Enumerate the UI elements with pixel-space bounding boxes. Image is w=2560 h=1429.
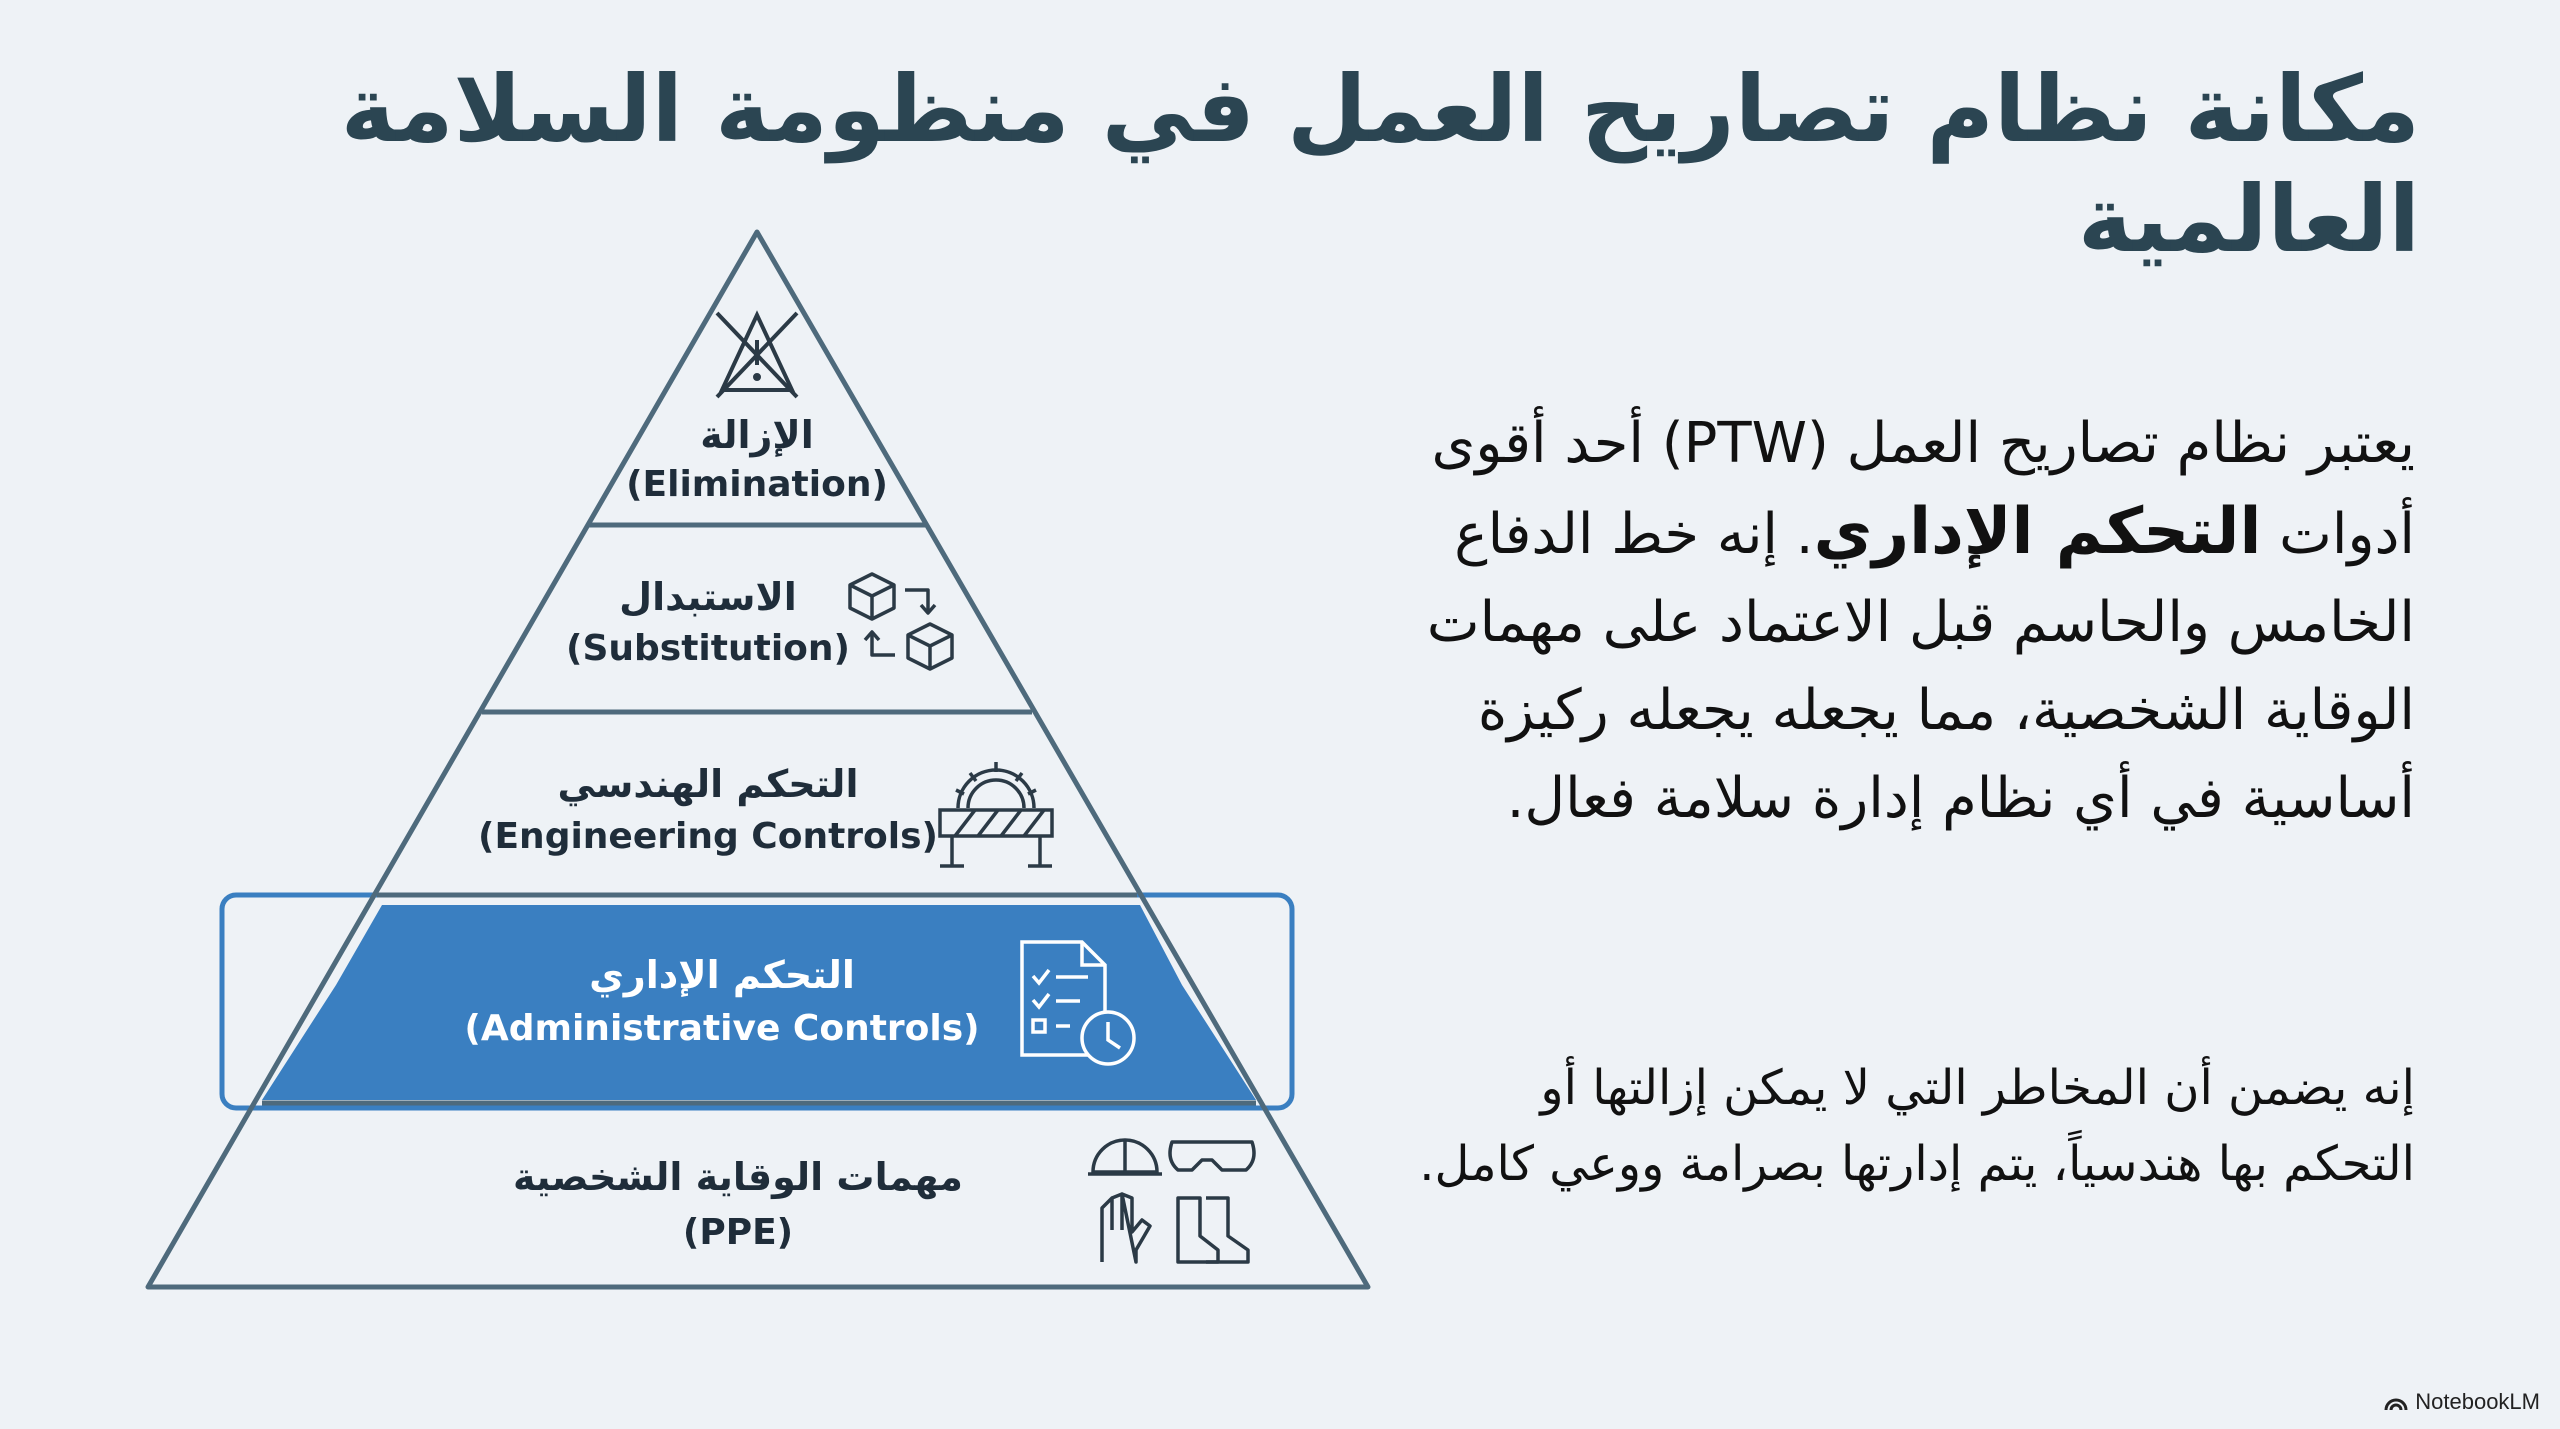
administrative-control-emphasis: التحكم الإداري (1813, 495, 2262, 569)
barrier-gear-icon (940, 762, 1052, 866)
secondary-paragraph: إنه يضمن أن المخاطر التي لا يمكن إزالتها أو التحكم بها هندسياً، يتم إدارتها بصرامة ووعي كامل. (1419, 1060, 2415, 1192)
administrative-band-fill (262, 905, 1256, 1100)
intro-text-part1: يعتبر نظام تصاريح العمل (PTW) أحد أقوى أدوات (1431, 411, 2415, 567)
ppe-gear-icon (1088, 1140, 1254, 1262)
level-label-ar: التحكم الهندسي (557, 762, 859, 806)
level-ppe (513, 1140, 1254, 1262)
page-title: مكانة نظام تصاريح العمل في منظومة السلامة العالمية (340, 56, 2420, 274)
level-label-en: (Engineering Controls) (478, 816, 938, 857)
level-label-en: (Substitution) (566, 628, 850, 669)
level-label-en: (Elimination) (626, 464, 888, 505)
no-hazard-icon (717, 313, 797, 397)
watermark-text: NotebookLM (2415, 1389, 2540, 1414)
level-elimination (626, 313, 888, 505)
swap-boxes-icon (850, 574, 952, 669)
level-label-ar: مهمات الوقاية الشخصية (513, 1155, 963, 1199)
notebooklm-logo-icon (2383, 1392, 2409, 1412)
watermark (2383, 1389, 2540, 1415)
level-label-ar: الإزالة (700, 413, 814, 457)
level-engineering-controls (478, 762, 1052, 866)
intro-text-part2: . إنه خط الدفاع الخامس والحاسم قبل الاعتماد على مهمات الوقاية الشخصية، مما يجعله يجعله ركيزة أساسية في أي نظام إدارة سلامة فعال. (1426, 502, 2415, 831)
level-substitution (566, 574, 952, 669)
intro-paragraph (1355, 400, 2415, 843)
level-label-ar: الاستبدال (619, 575, 797, 619)
level-label-en: (PPE) (682, 1212, 794, 1253)
level-label-ar: التحكم الإداري (589, 953, 855, 997)
level-label-en: (Administrative Controls) (464, 1008, 980, 1049)
